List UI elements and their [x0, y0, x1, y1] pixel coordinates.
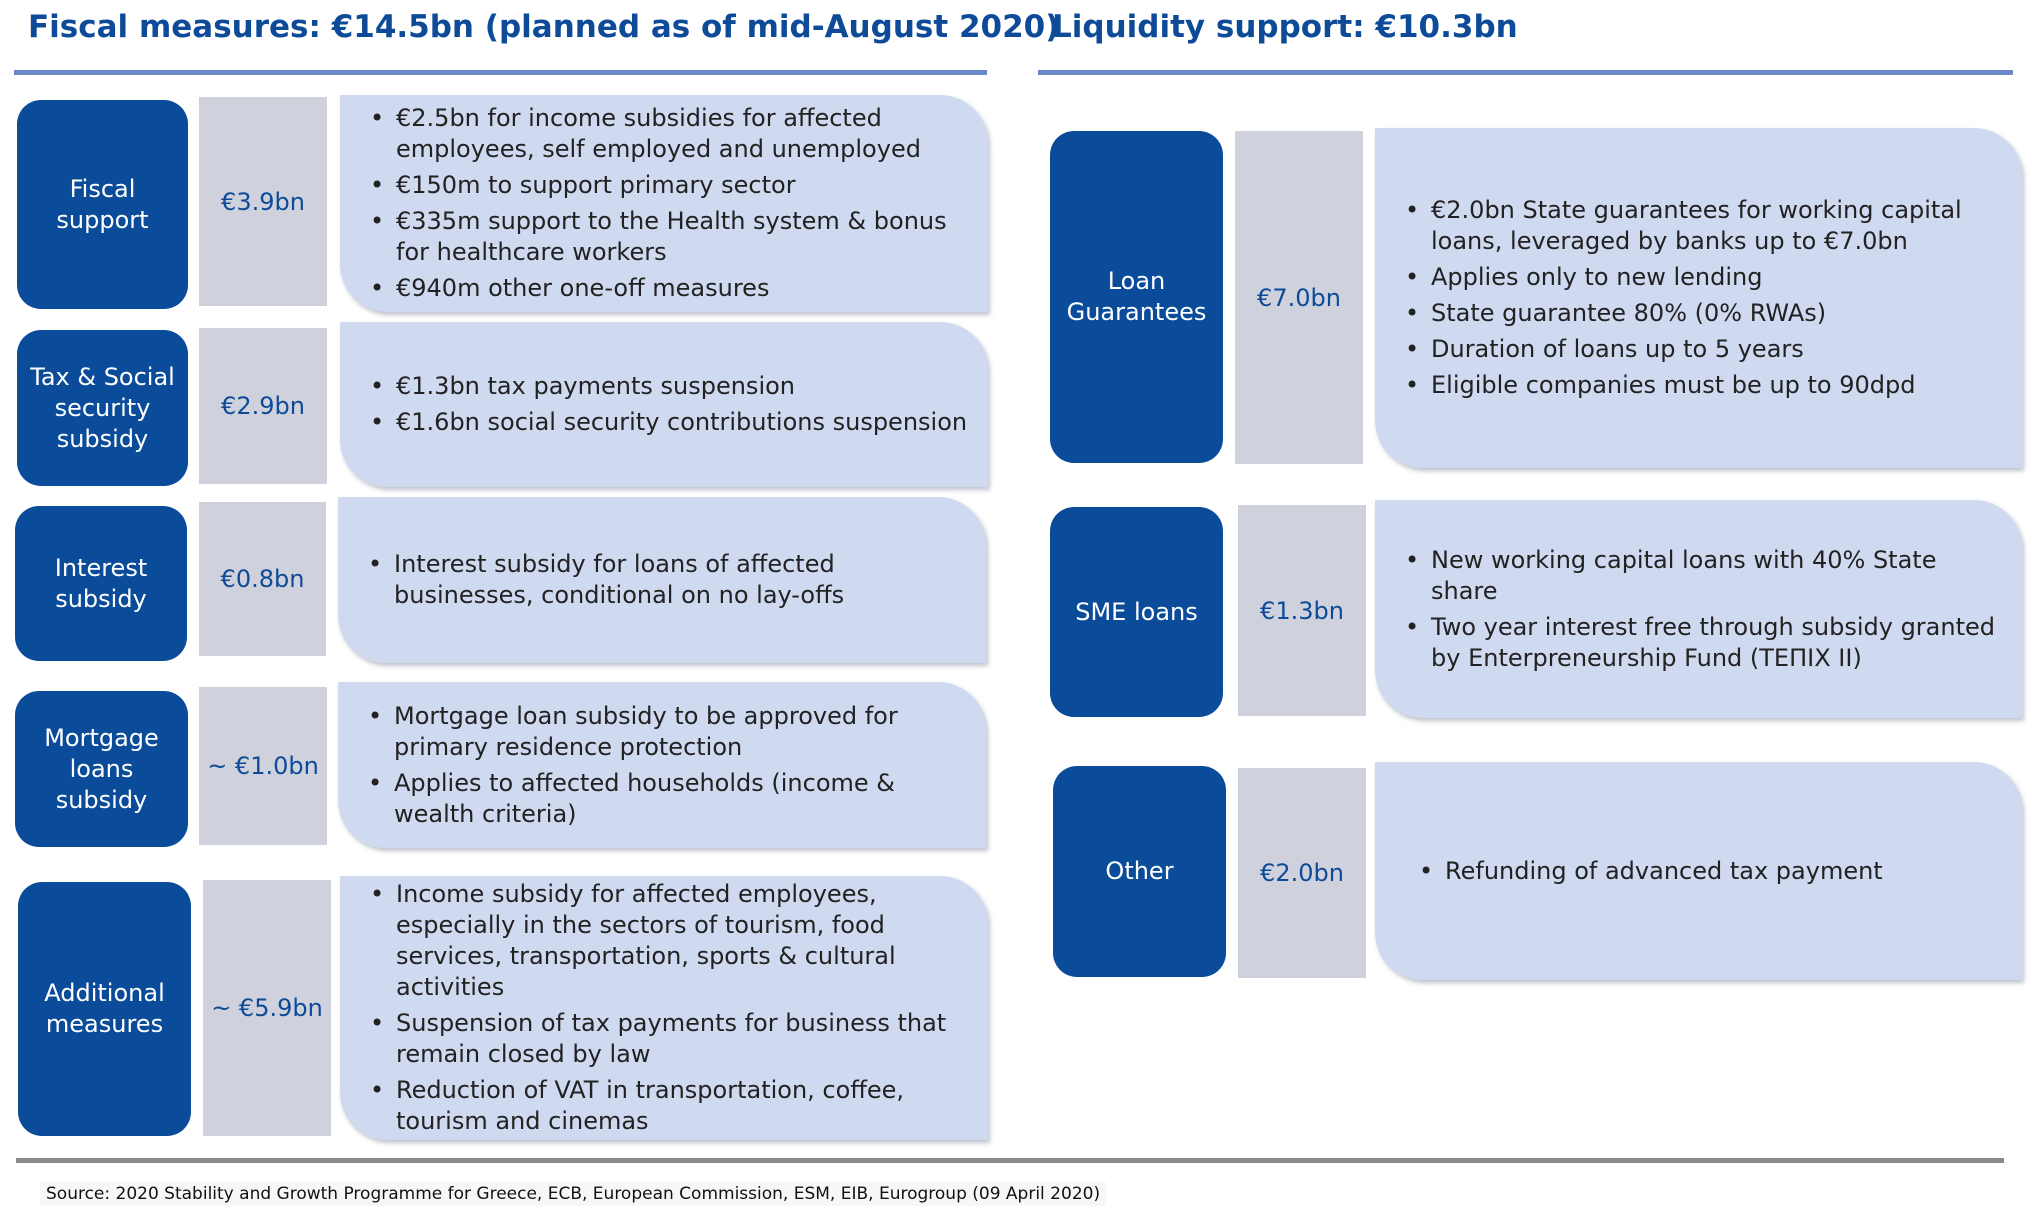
- liquidity-support-title: Liquidity support: €10.3bn: [1052, 9, 1518, 45]
- bullet-item: • Income subsidy for affected employees, especially in the sectors of tourism, food services, transportation, sports & cultural activities: [396, 879, 968, 1003]
- amount-fiscal-support: €3.9bn: [199, 97, 327, 306]
- label-additional-measures: Additional measures: [18, 882, 191, 1136]
- desc-loan-guarantees: [1375, 128, 2022, 468]
- bullet-item: • New working capital loans with 40% State share: [1431, 545, 2002, 607]
- bullet-item: • Refunding of advanced tax payment: [1445, 856, 1883, 887]
- bullet-item: • Duration of loans up to 5 years: [1431, 334, 2002, 365]
- label-loan-guarantees: Loan Guarantees: [1050, 131, 1223, 463]
- bullet-list: [338, 701, 986, 830]
- amount-mortgage-loans-subsidy: ~ €1.0bn: [199, 687, 327, 845]
- desc-fiscal-support: [340, 95, 988, 312]
- bullet-list: [340, 371, 987, 438]
- bullet-item: • Reduction of VAT in transportation, coffee, tourism and cinemas: [396, 1075, 968, 1137]
- bullet-item: • Applies to affected households (income & wealth criteria): [394, 768, 966, 830]
- desc-interest-subsidy: [338, 497, 986, 663]
- bullet-list: [1375, 195, 2022, 401]
- bullet-item: • Mortgage loan subsidy to be approved for primary residence protection: [394, 701, 966, 763]
- bullet-list: [340, 879, 988, 1137]
- bullet-item: • €2.0bn State guarantees for working capital loans, leveraged by banks up to €7.0bn: [1431, 195, 2002, 257]
- bullet-item: • Interest subsidy for loans of affected businesses, conditional on no lay-offs: [394, 549, 966, 611]
- amount-tax-social-security-subsidy: €2.9bn: [199, 328, 327, 484]
- bullet-list: [1375, 856, 1903, 887]
- bullet-item: • €1.3bn tax payments suspension: [396, 371, 967, 402]
- amount-additional-measures: ~ €5.9bn: [203, 880, 331, 1136]
- source-note: Source: 2020 Stability and Growth Programme for Greece, ECB, European Commission, ESM, EIB, Eurogroup (09 April 2020): [40, 1182, 1106, 1206]
- bullet-item: • Eligible companies must be up to 90dpd: [1431, 370, 2002, 401]
- desc-tax-social-security-subsidy: [340, 322, 988, 487]
- fiscal-title-rule: [14, 70, 987, 75]
- fiscal-measures-title: Fiscal measures: €14.5bn (planned as of mid-August 2020): [28, 9, 1060, 45]
- label-tax-social-security-subsidy: Tax & Social security subsidy: [17, 330, 188, 486]
- desc-sme-loans: [1375, 500, 2022, 718]
- bullet-item: • €2.5bn for income subsidies for affected employees, self employed and unemployed: [396, 103, 968, 165]
- desc-other: [1375, 762, 2022, 980]
- bullet-item: • Suspension of tax payments for business that remain closed by law: [396, 1008, 968, 1070]
- amount-loan-guarantees: €7.0bn: [1235, 131, 1363, 464]
- bullet-item: • €335m support to the Health system & bonus for healthcare workers: [396, 206, 968, 268]
- bullet-item: • €1.6bn social security contributions suspension: [396, 407, 967, 438]
- bullet-item: • Two year interest free through subsidy granted by Enterpreneurship Fund (ΤΕΠΙΧ ΙΙ): [1431, 612, 2002, 674]
- desc-additional-measures: [340, 876, 988, 1140]
- bullet-item: • €940m other one-off measures: [396, 273, 968, 304]
- label-interest-subsidy: Interest subsidy: [15, 506, 187, 661]
- bullet-list: [338, 549, 986, 611]
- bullet-item: • Applies only to new lending: [1431, 262, 2002, 293]
- label-mortgage-loans-subsidy: Mortgage loans subsidy: [15, 691, 188, 847]
- label-sme-loans: SME loans: [1050, 507, 1223, 717]
- bullet-list: [340, 103, 988, 304]
- footer-rule: [16, 1158, 2004, 1163]
- desc-mortgage-loans-subsidy: [338, 682, 986, 848]
- label-fiscal-support: Fiscal support: [17, 100, 188, 309]
- bullet-item: • State guarantee 80% (0% RWAs): [1431, 298, 2002, 329]
- amount-sme-loans: €1.3bn: [1238, 505, 1366, 716]
- label-other: Other: [1053, 766, 1226, 977]
- bullet-list: [1375, 545, 2022, 674]
- liquidity-title-rule: [1038, 70, 2013, 75]
- bullet-item: • €150m to support primary sector: [396, 170, 968, 201]
- amount-other: €2.0bn: [1238, 768, 1366, 978]
- amount-interest-subsidy: €0.8bn: [199, 502, 326, 656]
